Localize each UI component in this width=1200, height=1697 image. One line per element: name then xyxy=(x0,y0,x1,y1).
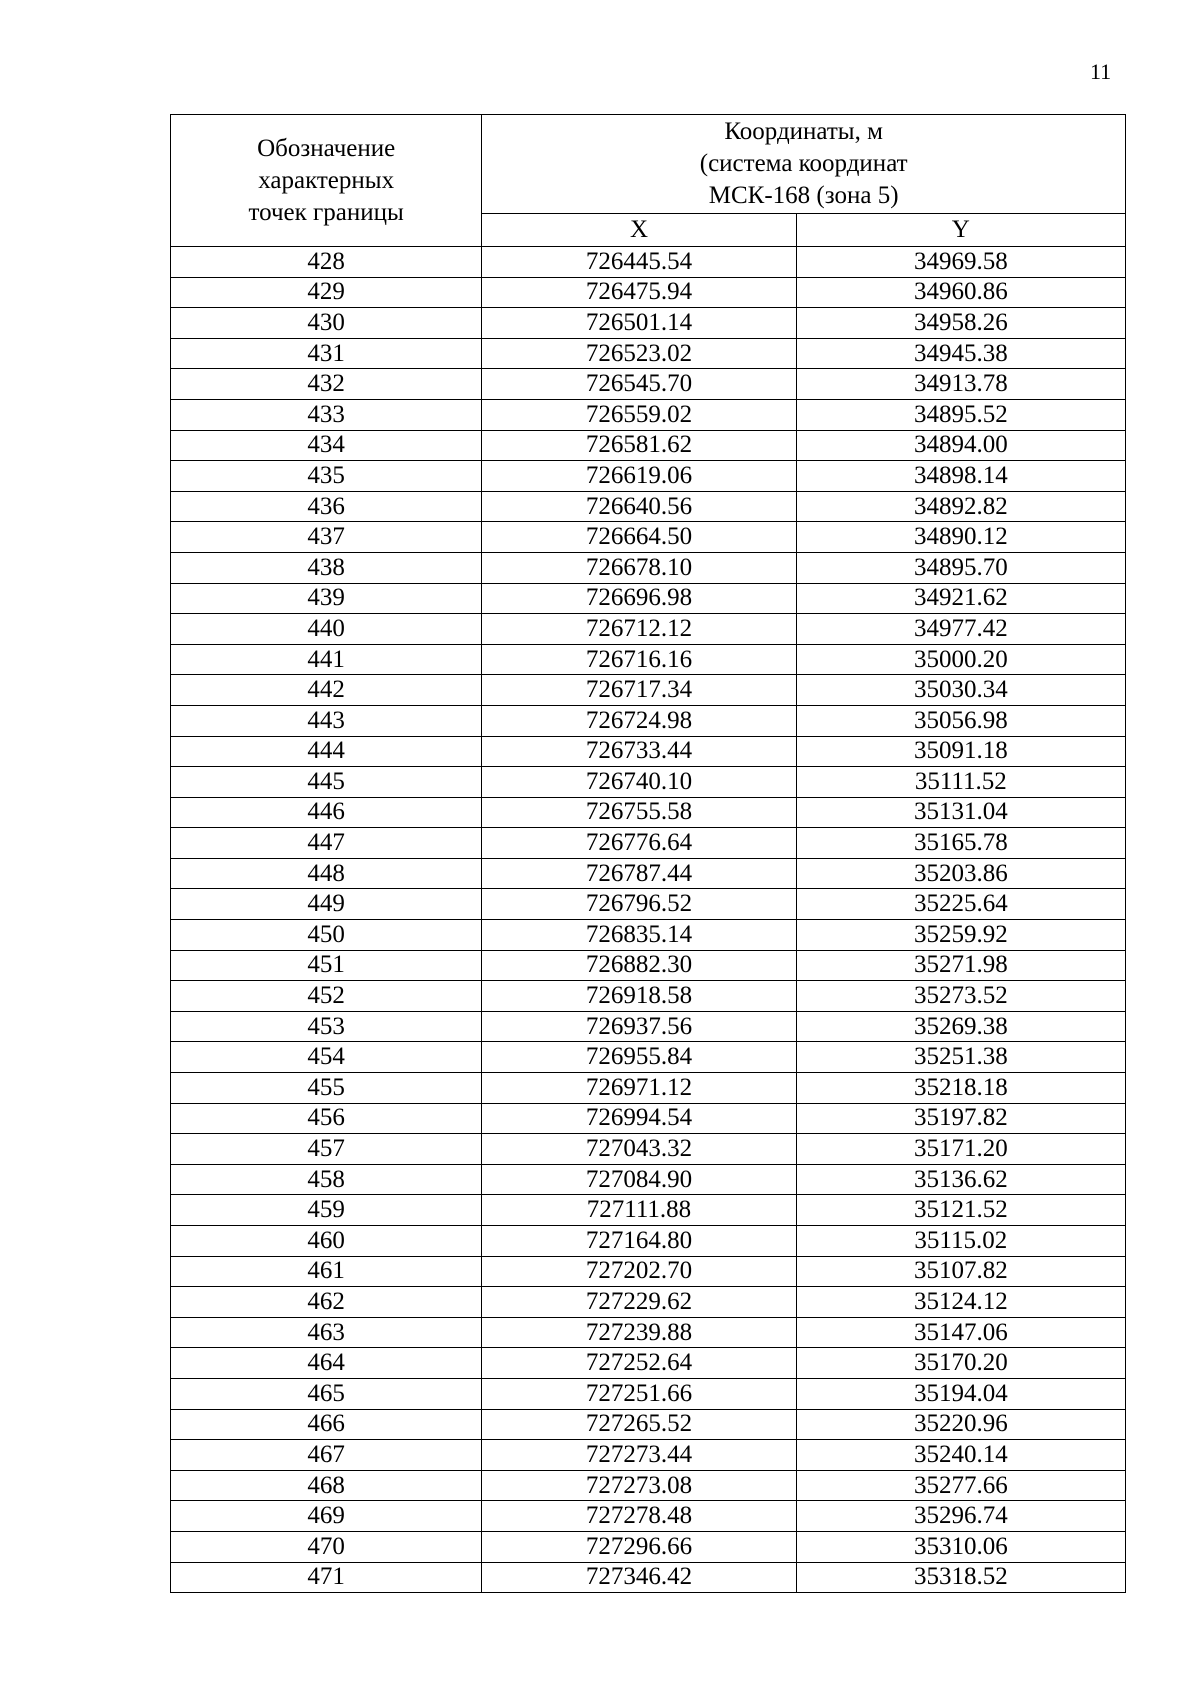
table-row xyxy=(171,1287,1126,1318)
table-row xyxy=(171,338,1126,369)
y-coordinate-cell: 35136.62 xyxy=(796,1164,1125,1195)
point-id-cell: 457 xyxy=(171,1134,482,1165)
point-id-cell: 462 xyxy=(171,1287,482,1318)
y-coordinate-cell: 34894.00 xyxy=(796,430,1125,461)
table-row xyxy=(171,767,1126,798)
y-coordinate-cell: 35107.82 xyxy=(796,1256,1125,1287)
table-row xyxy=(171,369,1126,400)
y-coordinate-cell: 35218.18 xyxy=(796,1073,1125,1104)
table-row xyxy=(171,1134,1126,1165)
table-row xyxy=(171,1409,1126,1440)
point-id-cell: 452 xyxy=(171,981,482,1012)
table-row xyxy=(171,736,1126,767)
table-row xyxy=(171,399,1126,430)
x-coordinate-cell: 727111.88 xyxy=(482,1195,796,1226)
header-x: X xyxy=(482,214,796,247)
x-coordinate-cell: 727252.64 xyxy=(482,1348,796,1379)
x-coordinate-cell: 726918.58 xyxy=(482,981,796,1012)
y-coordinate-cell: 35091.18 xyxy=(796,736,1125,767)
table-body xyxy=(171,247,1126,1593)
x-coordinate-cell: 726501.14 xyxy=(482,308,796,339)
table-row xyxy=(171,430,1126,461)
y-coordinate-cell: 35030.34 xyxy=(796,675,1125,706)
x-coordinate-cell: 726545.70 xyxy=(482,369,796,400)
y-coordinate-cell: 34945.38 xyxy=(796,338,1125,369)
point-id-cell: 470 xyxy=(171,1531,482,1562)
page-number: 11 xyxy=(1090,59,1112,84)
point-id-cell: 461 xyxy=(171,1256,482,1287)
point-id-cell: 439 xyxy=(171,583,482,614)
y-coordinate-cell: 34977.42 xyxy=(796,614,1125,645)
point-id-cell: 437 xyxy=(171,522,482,553)
x-coordinate-cell: 727202.70 xyxy=(482,1256,796,1287)
point-id-cell: 435 xyxy=(171,461,482,492)
x-coordinate-cell: 726678.10 xyxy=(482,552,796,583)
table-row xyxy=(171,1256,1126,1287)
point-id-cell: 445 xyxy=(171,767,482,798)
table-row xyxy=(171,614,1126,645)
y-coordinate-cell: 35165.78 xyxy=(796,828,1125,859)
table-row xyxy=(171,277,1126,308)
x-coordinate-cell: 727296.66 xyxy=(482,1531,796,1562)
x-coordinate-cell: 726716.16 xyxy=(482,644,796,675)
point-id-cell: 429 xyxy=(171,277,482,308)
x-coordinate-cell: 727265.52 xyxy=(482,1409,796,1440)
y-coordinate-cell: 35240.14 xyxy=(796,1440,1125,1471)
x-coordinate-cell: 726523.02 xyxy=(482,338,796,369)
x-coordinate-cell: 726559.02 xyxy=(482,399,796,430)
header-y: Y xyxy=(796,214,1125,247)
table-row xyxy=(171,1470,1126,1501)
table-row xyxy=(171,828,1126,859)
point-id-cell: 447 xyxy=(171,828,482,859)
coordinates-table xyxy=(170,114,1126,1593)
table-row xyxy=(171,1562,1126,1593)
x-coordinate-cell: 727273.44 xyxy=(482,1440,796,1471)
table-row xyxy=(171,583,1126,614)
point-id-cell: 458 xyxy=(171,1164,482,1195)
table-row xyxy=(171,889,1126,920)
table-row xyxy=(171,1226,1126,1257)
x-coordinate-cell: 726755.58 xyxy=(482,797,796,828)
table-row xyxy=(171,1164,1126,1195)
x-coordinate-cell: 726475.94 xyxy=(482,277,796,308)
point-id-cell: 466 xyxy=(171,1409,482,1440)
point-id-cell: 469 xyxy=(171,1501,482,1532)
x-coordinate-cell: 726740.10 xyxy=(482,767,796,798)
x-coordinate-cell: 726733.44 xyxy=(482,736,796,767)
table-row xyxy=(171,1042,1126,1073)
point-id-cell: 428 xyxy=(171,247,482,278)
x-coordinate-cell: 727278.48 xyxy=(482,1501,796,1532)
y-coordinate-cell: 35271.98 xyxy=(796,950,1125,981)
y-coordinate-cell: 35121.52 xyxy=(796,1195,1125,1226)
x-coordinate-cell: 726776.64 xyxy=(482,828,796,859)
y-coordinate-cell: 35251.38 xyxy=(796,1042,1125,1073)
y-coordinate-cell: 35124.12 xyxy=(796,1287,1125,1318)
x-coordinate-cell: 726955.84 xyxy=(482,1042,796,1073)
x-coordinate-cell: 727084.90 xyxy=(482,1164,796,1195)
y-coordinate-cell: 34921.62 xyxy=(796,583,1125,614)
y-coordinate-cell: 34895.52 xyxy=(796,399,1125,430)
point-id-cell: 450 xyxy=(171,920,482,951)
y-coordinate-cell: 34958.26 xyxy=(796,308,1125,339)
table-row xyxy=(171,1011,1126,1042)
table-row xyxy=(171,1317,1126,1348)
point-id-cell: 433 xyxy=(171,399,482,430)
x-coordinate-cell: 727251.66 xyxy=(482,1378,796,1409)
table-row xyxy=(171,1531,1126,1562)
x-coordinate-cell: 727273.08 xyxy=(482,1470,796,1501)
point-id-cell: 468 xyxy=(171,1470,482,1501)
point-id-cell: 440 xyxy=(171,614,482,645)
header-coords-label: Координаты, м (система координат МСК-168 (зона 5) xyxy=(699,118,908,209)
table-row xyxy=(171,797,1126,828)
y-coordinate-cell: 34895.70 xyxy=(796,552,1125,583)
x-coordinate-cell: 726994.54 xyxy=(482,1103,796,1134)
x-coordinate-cell: 727043.32 xyxy=(482,1134,796,1165)
y-coordinate-cell: 34892.82 xyxy=(796,491,1125,522)
point-id-cell: 444 xyxy=(171,736,482,767)
point-id-cell: 456 xyxy=(171,1103,482,1134)
point-id-cell: 441 xyxy=(171,644,482,675)
x-coordinate-cell: 727239.88 xyxy=(482,1317,796,1348)
point-id-cell: 431 xyxy=(171,338,482,369)
point-id-cell: 430 xyxy=(171,308,482,339)
y-coordinate-cell: 34960.86 xyxy=(796,277,1125,308)
y-coordinate-cell: 34913.78 xyxy=(796,369,1125,400)
point-id-cell: 432 xyxy=(171,369,482,400)
y-coordinate-cell: 35220.96 xyxy=(796,1409,1125,1440)
y-coordinate-cell: 34969.58 xyxy=(796,247,1125,278)
table-row xyxy=(171,1501,1126,1532)
table-row xyxy=(171,461,1126,492)
point-id-cell: 451 xyxy=(171,950,482,981)
point-id-cell: 453 xyxy=(171,1011,482,1042)
table-row xyxy=(171,247,1126,278)
header-point-designation xyxy=(171,115,482,247)
y-coordinate-cell: 35296.74 xyxy=(796,1501,1125,1532)
table-row xyxy=(171,1440,1126,1471)
table-row xyxy=(171,1103,1126,1134)
table-row xyxy=(171,920,1126,951)
table-row xyxy=(171,552,1126,583)
table-row xyxy=(171,705,1126,736)
y-coordinate-cell: 35170.20 xyxy=(796,1348,1125,1379)
x-coordinate-cell: 726664.50 xyxy=(482,522,796,553)
x-coordinate-cell: 726445.54 xyxy=(482,247,796,278)
y-coordinate-cell: 35000.20 xyxy=(796,644,1125,675)
point-id-cell: 460 xyxy=(171,1226,482,1257)
y-coordinate-cell: 35171.20 xyxy=(796,1134,1125,1165)
y-coordinate-cell: 35259.92 xyxy=(796,920,1125,951)
table-row xyxy=(171,522,1126,553)
point-id-cell: 434 xyxy=(171,430,482,461)
table-row xyxy=(171,981,1126,1012)
x-coordinate-cell: 727346.42 xyxy=(482,1562,796,1593)
table-row xyxy=(171,644,1126,675)
y-coordinate-cell: 35111.52 xyxy=(796,767,1125,798)
y-coordinate-cell: 35203.86 xyxy=(796,858,1125,889)
point-id-cell: 471 xyxy=(171,1562,482,1593)
x-coordinate-cell: 726581.62 xyxy=(482,430,796,461)
table-row xyxy=(171,858,1126,889)
table-row xyxy=(171,1195,1126,1226)
x-coordinate-cell: 726882.30 xyxy=(482,950,796,981)
x-coordinate-cell: 726724.98 xyxy=(482,705,796,736)
table-row xyxy=(171,675,1126,706)
y-coordinate-cell: 35318.52 xyxy=(796,1562,1125,1593)
y-coordinate-cell: 35225.64 xyxy=(796,889,1125,920)
x-coordinate-cell: 726717.34 xyxy=(482,675,796,706)
point-id-cell: 454 xyxy=(171,1042,482,1073)
table-row xyxy=(171,491,1126,522)
table-row xyxy=(171,1378,1126,1409)
y-coordinate-cell: 35269.38 xyxy=(796,1011,1125,1042)
x-coordinate-cell: 727229.62 xyxy=(482,1287,796,1318)
y-coordinate-cell: 35197.82 xyxy=(796,1103,1125,1134)
y-coordinate-cell: 34890.12 xyxy=(796,522,1125,553)
x-coordinate-cell: 726971.12 xyxy=(482,1073,796,1104)
y-coordinate-cell: 35273.52 xyxy=(796,981,1125,1012)
point-id-cell: 463 xyxy=(171,1317,482,1348)
point-id-cell: 443 xyxy=(171,705,482,736)
y-coordinate-cell: 35277.66 xyxy=(796,1470,1125,1501)
y-coordinate-cell: 34898.14 xyxy=(796,461,1125,492)
y-coordinate-cell: 35310.06 xyxy=(796,1531,1125,1562)
y-coordinate-cell: 35147.06 xyxy=(796,1317,1125,1348)
point-id-cell: 442 xyxy=(171,675,482,706)
point-id-cell: 448 xyxy=(171,858,482,889)
x-coordinate-cell: 726640.56 xyxy=(482,491,796,522)
x-coordinate-cell: 726619.06 xyxy=(482,461,796,492)
x-coordinate-cell: 726796.52 xyxy=(482,889,796,920)
header-coordinates xyxy=(482,115,1126,214)
point-id-cell: 464 xyxy=(171,1348,482,1379)
point-id-cell: 465 xyxy=(171,1378,482,1409)
x-coordinate-cell: 726787.44 xyxy=(482,858,796,889)
table-row xyxy=(171,950,1126,981)
x-coordinate-cell: 727164.80 xyxy=(482,1226,796,1257)
table-row xyxy=(171,1073,1126,1104)
point-id-cell: 455 xyxy=(171,1073,482,1104)
y-coordinate-cell: 35115.02 xyxy=(796,1226,1125,1257)
point-id-cell: 467 xyxy=(171,1440,482,1471)
y-coordinate-cell: 35131.04 xyxy=(796,797,1125,828)
x-coordinate-cell: 726937.56 xyxy=(482,1011,796,1042)
y-coordinate-cell: 35194.04 xyxy=(796,1378,1125,1409)
point-id-cell: 459 xyxy=(171,1195,482,1226)
header-point-label: Обозначение характерных точек границы xyxy=(248,134,404,226)
point-id-cell: 436 xyxy=(171,491,482,522)
x-coordinate-cell: 726696.98 xyxy=(482,583,796,614)
table-row xyxy=(171,1348,1126,1379)
table-row xyxy=(171,308,1126,339)
x-coordinate-cell: 726835.14 xyxy=(482,920,796,951)
x-coordinate-cell: 726712.12 xyxy=(482,614,796,645)
point-id-cell: 446 xyxy=(171,797,482,828)
y-coordinate-cell: 35056.98 xyxy=(796,705,1125,736)
point-id-cell: 438 xyxy=(171,552,482,583)
point-id-cell: 449 xyxy=(171,889,482,920)
